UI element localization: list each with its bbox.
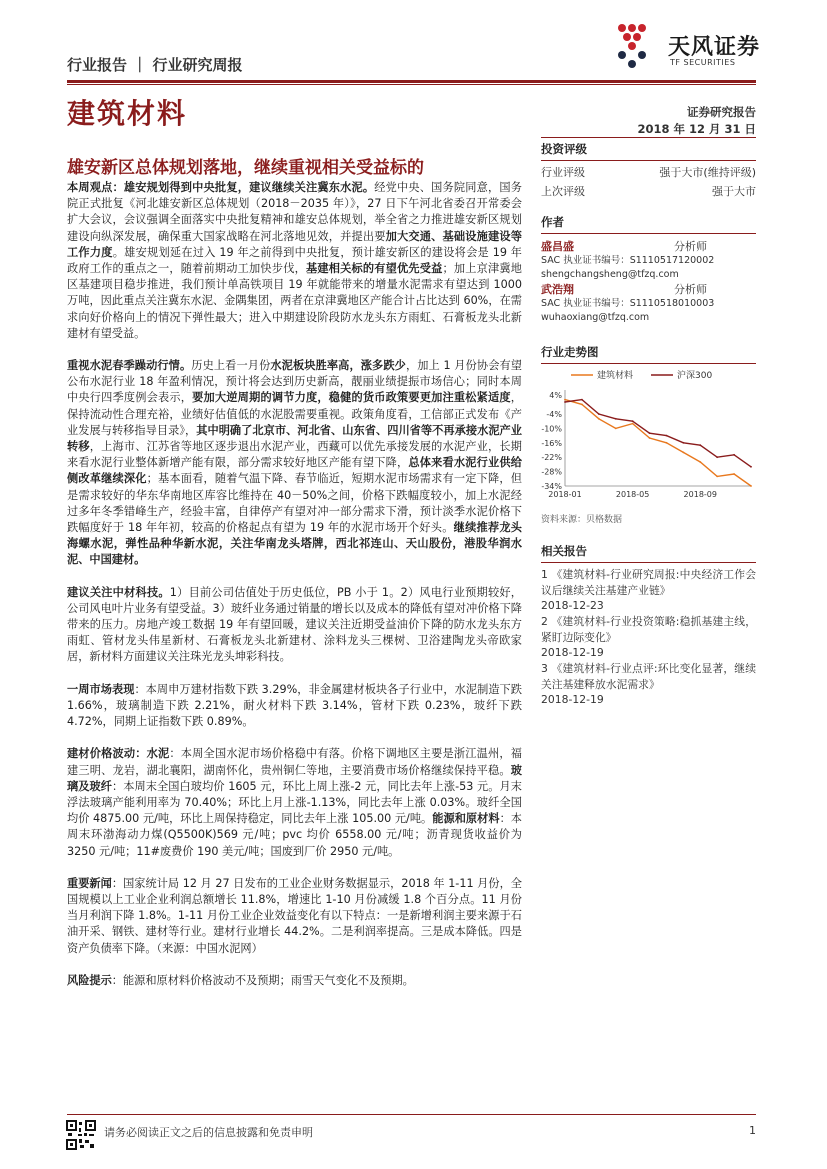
body-text: ，保持流动性合理充裕，业绩好估值低的水泥股需要重视。政策角度看，工信部正式发布《产业发展与转移指导目录》， bbox=[67, 391, 522, 437]
rating-label: 行业评级 bbox=[541, 166, 585, 179]
author-name-row bbox=[541, 239, 756, 254]
chart-data-point bbox=[733, 454, 735, 456]
body-text: ；加上京津冀地区基建项目稳步推进，我们预计单高铁项目 19 年就能带来的增量水泥需求有望达到 1000 万吨，因此重点关注冀东水泥、金隅集团，两者在京津冀地区产能合计占比达到 60%，在需求向好价格向上的情况下弹性最大；进入中期建设阶段防水龙头东方雨虹、石膏板龙头北新建材有望受益。 bbox=[67, 262, 522, 340]
chart-y-tick-label: -4% bbox=[546, 410, 562, 419]
chart-data-point bbox=[750, 485, 752, 487]
paragraph-weekly-view bbox=[67, 180, 522, 342]
chart-source: 资料来源：贝格数据 bbox=[541, 515, 623, 525]
chart-data-point bbox=[632, 423, 634, 425]
paragraph-price-changes bbox=[67, 746, 522, 859]
body-text: 经党中央、国务院同意，国务院正式批复《河北雄安新区总体规划（2018－2035 年）》，27 日下午河北省委召开常委会扩大会议，会议强调全面落实中央批复精神和雄安总体规划，举全省之力推进雄安新区规划建设向纵深发展，确保重大国家战略在河北落地见效，并提出要 bbox=[67, 181, 522, 243]
body-text: ：本周全国水泥市场价格稳中有落。价格下调地区主要是浙江温州，福建三明、龙岩，湖北襄阳，湖南怀化，贵州铜仁等地，主要消费市场价格继续保持平稳。 bbox=[67, 747, 522, 777]
rating-title: 投资评级 bbox=[541, 142, 587, 156]
related-report-title[interactable]: 1 《建筑材料-行业研究周报:中央经济工作会议后继续关注基建产业链》 bbox=[541, 568, 756, 597]
body-text: 。雄安规划延在过入 19 年之前得到中央批复，预计雄安新区的建设将会是 19 年政府工作的重点之一，随着前期动工加快步伐， bbox=[67, 245, 522, 276]
chart-y-tick-label: -28% bbox=[541, 467, 562, 477]
emphasis-text: 玻璃及玻纤 bbox=[67, 763, 522, 793]
author-email[interactable]: wuhaoxiang@tfzq.com bbox=[541, 312, 650, 323]
body-text: ：本周末环渤海动力煤(Q5500K)569 元/吨；pvc 均价 6558.00 元/吨；沥青现货收益价为 3250 元/吨；11#废费价 190 美元/吨；国废到厂价 2950 元/吨。 bbox=[67, 812, 522, 858]
author-email[interactable]: shengchangsheng@tfzq.com bbox=[541, 269, 679, 280]
rating-row-industry bbox=[541, 163, 756, 182]
author-role: 分析师 bbox=[674, 240, 707, 253]
chart-data-point bbox=[564, 401, 566, 403]
paragraph-risk-warning bbox=[67, 973, 522, 989]
emphasis-text: 建材价格波动：水泥 bbox=[67, 747, 170, 761]
related-rule bbox=[541, 562, 756, 563]
chart-data-point bbox=[615, 418, 617, 420]
related-report[interactable] bbox=[541, 567, 756, 612]
paragraph-cement-rally bbox=[67, 358, 522, 569]
chart-data-point bbox=[581, 404, 583, 406]
chart-data-point bbox=[682, 442, 684, 444]
emphasis-text: 水泥板块胜率高，涨多跌少 bbox=[270, 359, 406, 373]
footer-rule bbox=[67, 1114, 756, 1115]
chart-data-point bbox=[666, 435, 668, 437]
trend-title: 行业走势图 bbox=[541, 345, 599, 359]
related-report-date: 2018-12-19 bbox=[541, 646, 604, 659]
report-label: 证券研究报告 bbox=[687, 105, 756, 119]
emphasis-text: 基建相关标的有望优先受益 bbox=[305, 262, 443, 276]
body-text: 历史上看一月份 bbox=[191, 359, 271, 373]
rating-label: 上次评级 bbox=[541, 185, 585, 198]
trend-rule bbox=[541, 363, 756, 364]
body-text: ：本周末全国白玻均价 1605 元，环比上周上涨-2 元，同比去年上涨-53 元。月末浮法玻璃产能利用率为 70.40%；环比上月上涨-1.13%，同比去年上涨 0.03%。玻纤全国均价 4875.00 元/吨，环比上周保持稳定，同比去年上涨 105.00 元/吨。 bbox=[67, 779, 522, 826]
chart-data-point bbox=[564, 399, 566, 401]
emphasis-text: 一周市场表现 bbox=[67, 682, 135, 696]
chart-data-point bbox=[632, 420, 634, 422]
chart-y-tick-label: -22% bbox=[541, 453, 562, 463]
chart-y-tick-label: -10% bbox=[541, 424, 562, 434]
footer-disclaimer[interactable]: 请务必阅读正文之后的信息披露和免责申明 bbox=[104, 1126, 313, 1139]
sector-title: 建筑材料 bbox=[67, 97, 188, 130]
industry-trend-chart bbox=[537, 366, 759, 506]
related-section bbox=[541, 543, 756, 706]
related-report[interactable] bbox=[541, 661, 756, 706]
qr-code-icon bbox=[66, 1120, 96, 1150]
related-report-title[interactable]: 2 《建筑材料-行业投资策略:稳抓基建主线，紧盯边际变化》 bbox=[541, 615, 756, 644]
author-name: 盛昌盛 bbox=[541, 240, 574, 253]
chart-data-point bbox=[598, 418, 600, 420]
rating-section bbox=[541, 141, 756, 201]
author-name: 武浩翔 bbox=[541, 283, 574, 296]
emphasis-text: 总体来看水泥行业供给侧改革继续深化 bbox=[67, 456, 522, 486]
chart-data-point bbox=[699, 444, 701, 446]
body-text: ，上海市、江苏省等地区逐步退出水泥产业，西藏可以优先承接发展的水泥产业，长期来看水泥行业整体新增产能有限，部分需求较好地区产能有望下降， bbox=[67, 440, 522, 470]
body-text: ：本周申万建材指数下跌 3.29%，非金属建材板块各子行业中，水泥制造下跌 1.66%，玻璃制造下跌 2.21%，耐火材料下跌 3.14%，管材下跌 0.23%，玻纤下跌 4.72%，同期上证指数下跌 0.89%。 bbox=[67, 682, 522, 729]
author-cert: SAC 执业证书编号：S1110518010003 bbox=[541, 298, 715, 309]
chart-data-point bbox=[615, 428, 617, 430]
body-text: ，加上 1 月份协会有望公布水泥行业 18 年盈利情况，预计将会达到历史新高，靓丽业绩提振市场信心；同时本周中央行四季度例会表示， bbox=[67, 359, 522, 405]
chart-x-tick-label: 2018-01 bbox=[548, 490, 582, 499]
related-report[interactable] bbox=[541, 614, 756, 659]
page-number: 1 bbox=[749, 1124, 756, 1137]
chart-y-tick-label: -16% bbox=[541, 438, 562, 448]
header-rule bbox=[67, 80, 756, 83]
chart-data-point bbox=[682, 452, 684, 454]
rating-value: 强于大市 bbox=[712, 185, 756, 198]
brand-name-cn: 天风证券 bbox=[668, 35, 761, 60]
rating-value: 强于大市(维持评级) bbox=[659, 166, 756, 179]
chart-x-tick-label: 2018-05 bbox=[615, 490, 650, 499]
chart-series-line bbox=[565, 400, 751, 467]
sidebar-top-rule bbox=[541, 137, 756, 138]
body-text: ：国家统计局 12 月 27 日发布的工业企业财务数据显示，2018 年 1-11 月份，全国规模以上工业企业利润总额增长 11.8%，增速比 1-10 月份减缓 1.8 个百分点。11 月份当月利润下降 1.8%。1-11 月份工业企业效益变化有以下特点：一是新增利润主要来源于石油开采、钢铁、建材等行业。建材行业增长 44.2%。二是利润率提高。三是成本降低。四是资产负债率下降。（来源：中国水泥网） bbox=[67, 876, 522, 955]
chart-series-line bbox=[565, 400, 751, 486]
paragraph-important-news bbox=[67, 876, 522, 957]
author-role: 分析师 bbox=[674, 283, 707, 296]
emphasis-text: 本周观点： bbox=[67, 181, 124, 194]
body-text: ；基本面看，随着气温下降、春节临近，短期水泥市场需求有一定下降，但是需求较好的华东华南地区库容比维持在 40－50%之间，价格下跌幅度较小，加上水泥经过多年冬季错峰生产，经验丰富，自律停产有望对冲一部分需求下滑，预计淡季水泥价格下跌幅度好于 18 年年初，较高的价格起点有望为 19 年的水泥市场开个好头。 bbox=[67, 472, 522, 535]
emphasis-text: 重视水泥春季躁动行情。 bbox=[67, 359, 192, 373]
body-text: ：能源和原材料价格波动不及预期；雨雪天气变化不及预期。 bbox=[111, 973, 414, 987]
related-report-title[interactable]: 3 《建筑材料-行业点评:环比变化显著，继续关注基建释放水泥需求》 bbox=[541, 662, 756, 691]
author-title: 作者 bbox=[541, 215, 564, 229]
chart-legend-label: 建筑材料 bbox=[597, 371, 634, 381]
tf-securities-logo bbox=[608, 22, 668, 72]
chart-legend-label: 沪深300 bbox=[677, 371, 713, 381]
emphasis-text: 能源和原材料 bbox=[432, 812, 500, 826]
emphasis-text: 雄安规划得到中央批复，建议继续关注冀东水泥。 bbox=[123, 181, 375, 194]
emphasis-text: 加大交通、基础设施建设等工作力度 bbox=[67, 229, 522, 259]
related-title: 相关报告 bbox=[541, 544, 587, 558]
author-cert: SAC 执业证书编号：S1110517120002 bbox=[541, 255, 715, 266]
related-report-date: 2018-12-23 bbox=[541, 599, 604, 612]
emphasis-text: 继续推荐龙头海螺水泥，弹性品种华新水泥，关注华南龙头塔牌，西北祁连山、天山股份，港股华润水泥、中国建材。 bbox=[67, 521, 522, 567]
chart-data-point bbox=[750, 466, 752, 468]
paragraph-sinoma bbox=[67, 585, 522, 666]
report-headline: 雄安新区总体规划落地，继续重视相关受益标的 bbox=[67, 158, 424, 178]
author-rule bbox=[541, 233, 756, 234]
author-name-row bbox=[541, 282, 756, 297]
main-body bbox=[67, 180, 522, 1005]
emphasis-text: 其中明确了北京市、河北省、山东省、四川省等不再承接水泥产业转移 bbox=[67, 423, 522, 454]
related-report-date: 2018-12-19 bbox=[541, 693, 604, 706]
trend-section bbox=[541, 344, 756, 364]
body-text: 1）目前公司估值处于历史低位，PB 小于 1。2）风电行业预期较好，公司风电叶片业务有望受益。3）玻纤业务通过销量的增长以及成本的降低有望对冲价格下降带来的压力。房地产竣工数据 19 年有望回暖，建议关注近期受益油价下降的防水龙头东方雨虹、管材龙头伟星新材、石膏板龙头北新建材、涂料龙头三棵树、卫浴建陶龙头帝欧家居，新材料方面建议关注珠光龙头坤彩科技。 bbox=[67, 585, 522, 664]
report-type: 行业报告 ｜ 行业研究周报 bbox=[67, 56, 243, 74]
chart-data-point bbox=[716, 456, 718, 458]
paragraph-market-performance bbox=[67, 682, 522, 731]
author-block bbox=[541, 239, 756, 282]
author-section bbox=[541, 214, 756, 325]
chart-x-tick-label: 2018-09 bbox=[683, 490, 717, 499]
chart-data-point bbox=[666, 442, 668, 444]
emphasis-text: 建议关注中材科技。 bbox=[67, 585, 170, 599]
chart-data-point bbox=[699, 461, 701, 463]
chart-data-point bbox=[598, 413, 600, 415]
header-rule-thin bbox=[67, 84, 756, 85]
author-block bbox=[541, 282, 756, 325]
chart-data-point bbox=[649, 437, 651, 439]
chart-data-point bbox=[716, 476, 718, 478]
emphasis-text: 风险提示 bbox=[67, 973, 112, 987]
chart-y-tick-label: 4% bbox=[549, 390, 562, 400]
emphasis-text: 重要新闻 bbox=[67, 876, 112, 890]
chart-data-point bbox=[649, 432, 651, 434]
emphasis-text: 要加大逆周期的调节力度，稳健的货币政策要更加注重松紧适度 bbox=[192, 391, 511, 405]
rating-rule bbox=[541, 160, 756, 161]
brand-name-en: TF SECURITIES bbox=[670, 58, 736, 67]
report-date: 2018 年 12 月 31 日 bbox=[637, 122, 756, 136]
chart-y-tick-label: -34% bbox=[541, 482, 562, 491]
chart-data-point bbox=[733, 473, 735, 475]
chart-data-point bbox=[581, 399, 583, 401]
rating-row-previous bbox=[541, 182, 756, 201]
